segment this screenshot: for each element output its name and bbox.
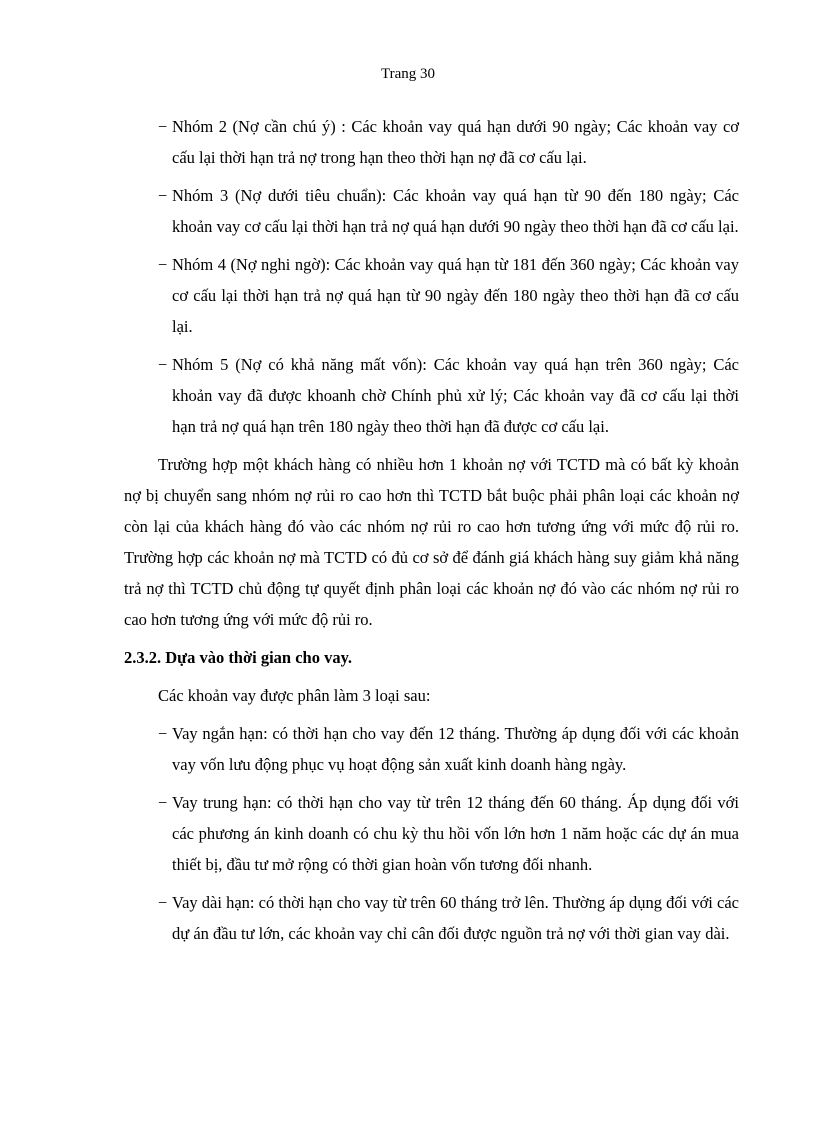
- page-number: Trang 30: [380, 66, 436, 82]
- list-item-medium-term: [124, 787, 739, 880]
- list-item-group-4: [124, 249, 739, 342]
- list-item-text: Nhóm 4 (Nợ nghi ngờ): Các khoản vay quá hạn từ 181 đến 360 ngày; Các khoản vay cơ cấu lại thời hạn trả nợ quá hạn từ 90 ngày đến 180 ngày theo thời hạn đã cơ cấu lại.: [172, 255, 739, 336]
- dash-bullet: −: [158, 724, 168, 743]
- list-item-long-term: [124, 887, 739, 949]
- section-heading: 2.3.2. Dựa vào thời gian cho vay.: [124, 648, 353, 667]
- dash-bullet: −: [158, 186, 168, 205]
- dash-bullet: −: [158, 893, 168, 912]
- list-item-text: Vay trung hạn: có thời hạn cho vay từ trên 12 tháng đến 60 tháng. Áp dụng đối với các phương án kinh doanh có chu kỳ thu hồi vốn lớn hơn 1 năm hoặc các dự án mua thiết bị, đầu tư mở rộng có thời gian hoàn vốn tương đối nhanh.: [172, 793, 739, 874]
- list-item-text: Nhóm 5 (Nợ có khả năng mất vốn): Các khoản vay quá hạn trên 360 ngày; Các khoản vay đã được khoanh chờ Chính phủ xử lý; Các khoản vay đã cơ cấu lại thời hạn trả nợ quá hạn trên 180 ngày theo thời hạn đã được cơ cấu lại.: [172, 355, 739, 436]
- dash-bullet: −: [158, 355, 168, 374]
- body-paragraph: Trường hợp một khách hàng có nhiều hơn 1 khoản nợ với TCTD mà có bất kỳ khoản nợ bị chuyển sang nhóm nợ rủi ro cao hơn thì TCTD bắt buộc phải phân loại các khoản nợ còn lại của khách hàng đó vào các nhóm nợ rủi ro cao hơn tương ứng với mức độ rủi ro. Trường hợp các khoản nợ mà TCTD có đủ cơ sở để đánh giá khách hàng suy giảm khả năng trả nợ thì TCTD chủ động tự quyết định phân loại các khoản nợ đó vào các nhóm nợ rủi ro cao hơn tương ứng với mức độ rủi ro.: [124, 455, 739, 629]
- list-item-group-3: [124, 180, 739, 242]
- list-item-text: Nhóm 2 (Nợ cần chú ý) : Các khoản vay quá hạn dưới 90 ngày; Các khoản vay cơ cấu lại thời hạn trả nợ trong hạn theo thời hạn nợ đã cơ cấu lại.: [172, 117, 739, 167]
- list-item-text: Vay dài hạn: có thời hạn cho vay từ trên 60 tháng trở lên. Thường áp dụng đối với các dự án đầu tư lớn, các khoản vay chỉ cân đối được nguồn trả nợ với thời gian vay dài.: [172, 893, 739, 943]
- list-item-short-term: [124, 718, 739, 780]
- dash-bullet: −: [158, 117, 168, 136]
- list-item-group-2: [124, 111, 739, 173]
- list-item-text: Nhóm 3 (Nợ dưới tiêu chuẩn): Các khoản vay quá hạn từ 90 đến 180 ngày; Các khoản vay cơ cấu lại thời hạn trả nợ quá hạn dưới 90 ngày theo thời hạn đã cơ cấu lại.: [172, 186, 739, 236]
- list-item-text: Vay ngắn hạn: có thời hạn cho vay đến 12 tháng. Thường áp dụng đối với các khoản vay vốn lưu động phục vụ hoạt động sản xuất kinh doanh hàng ngày.: [172, 724, 739, 774]
- list-item-group-5: [124, 349, 739, 442]
- dash-bullet: −: [158, 255, 168, 274]
- page-content: [124, 111, 739, 956]
- dash-bullet: −: [158, 793, 168, 812]
- section-intro: Các khoản vay được phân làm 3 loại sau:: [158, 686, 431, 705]
